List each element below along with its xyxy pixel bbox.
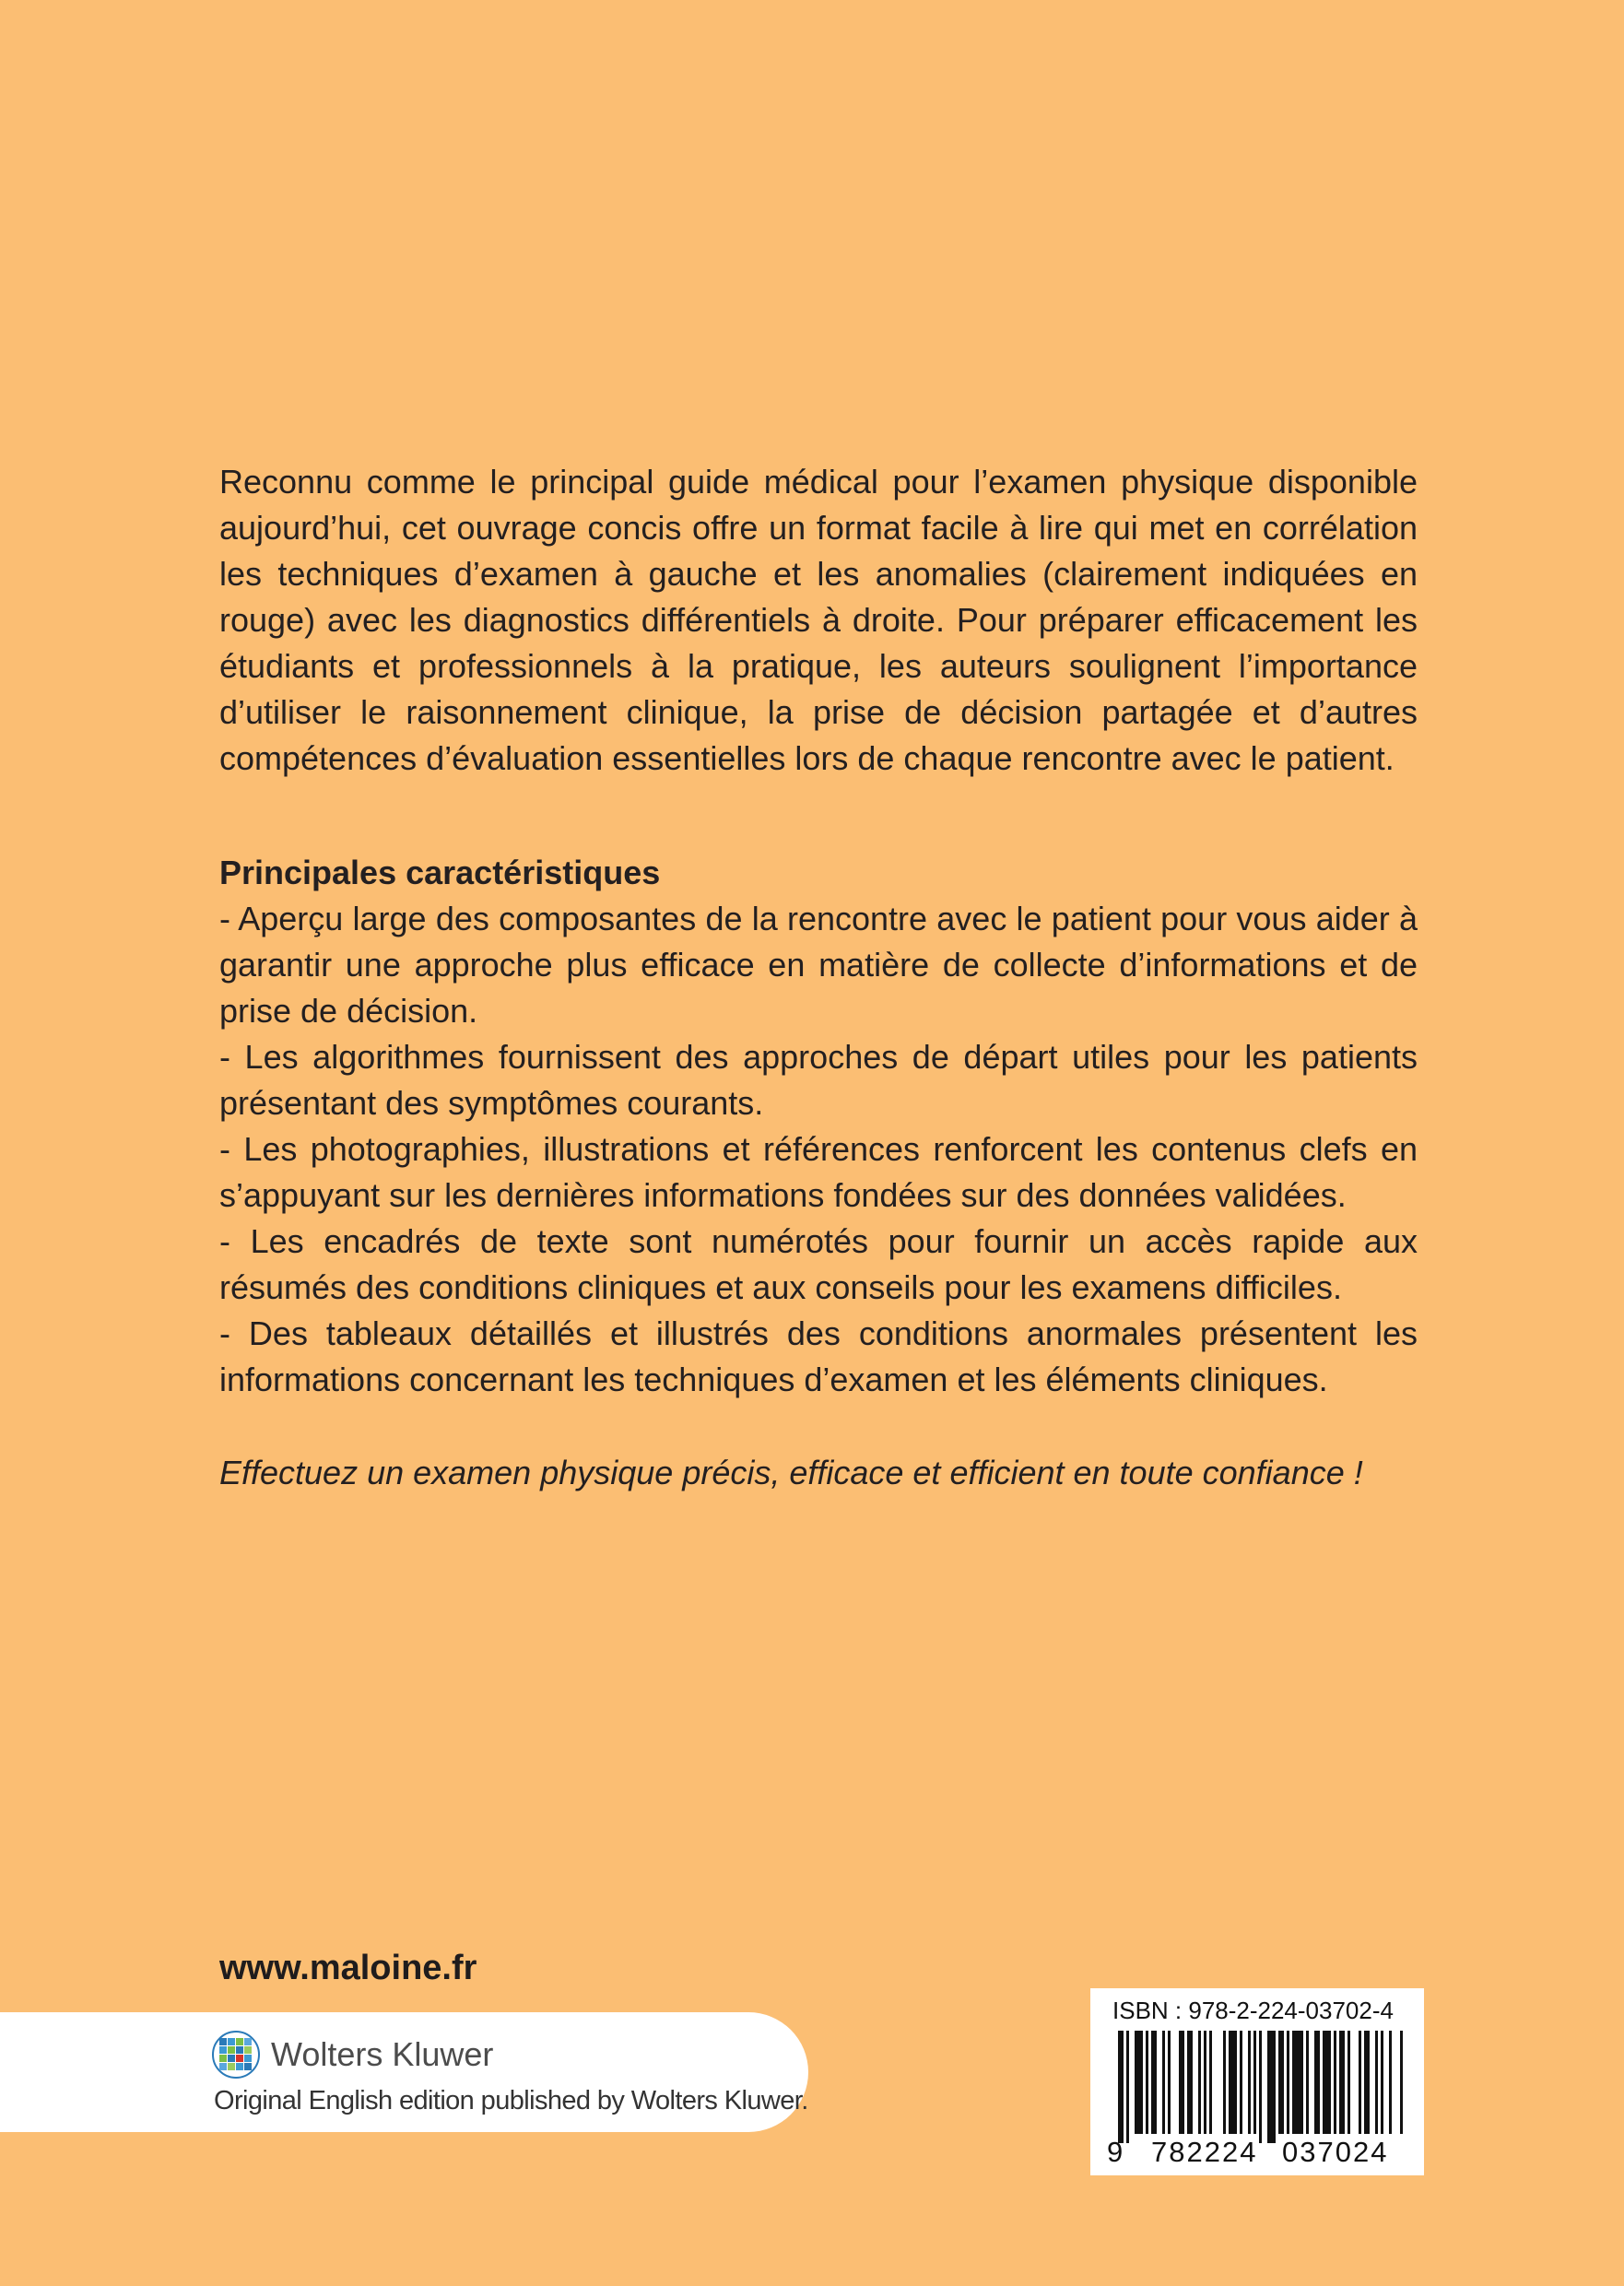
barcode-bar <box>1364 2031 1370 2134</box>
barcode-bar <box>1323 2031 1331 2134</box>
barcode-bar <box>1168 2031 1171 2134</box>
barcode-bar <box>1179 2031 1184 2134</box>
barcode-digits-right: 037024 <box>1282 2136 1389 2168</box>
barcode-bar <box>1306 2031 1309 2134</box>
barcode-bar <box>1314 2031 1320 2134</box>
feature-item: - Des tableaux détaillés et illustrés des conditions anormales présentent les informations concernant les techniques d’examen et les éléments cliniques. <box>219 1314 1418 1398</box>
features-heading: Principales caractéristiques <box>219 854 661 891</box>
intro-paragraph: Reconnu comme le principal guide médical pour l’examen physique disponible aujourd’hui, cet ouvrage concis offre un format facile à lire qui met en corrélation les techniques d’examen à gauche et les anomalies (clairement indiquées en rouge) avec les diagnostics différentiels à droite. Pour préparer efficacement les étudiants et professionnels à la pratique, les auteurs soulignent l’importance d’utiliser le raisonnement clinique, la prise de décision partagée et d’autres compétences d’évaluation essentielles lors de chaque rencontre avec le patient. <box>219 463 1418 777</box>
barcode-bar <box>1248 2031 1251 2134</box>
isbn-label: ISBN : 978-2-224-03702-4 <box>1112 1997 1394 2024</box>
barcode-bar <box>1287 2031 1289 2134</box>
barcode-bar <box>1209 2031 1212 2134</box>
feature-item: - Les photographies, illustrations et références renforcent les contenus clefs en s’appuyant sur les dernières informations fondées sur des données validées. <box>219 1130 1418 1214</box>
barcode-bar <box>1278 2031 1284 2134</box>
edition-note: Original English edition published by Wolters Kluwer. <box>214 2086 808 2115</box>
isbn-barcode <box>1090 1988 1424 2175</box>
barcode-bar <box>1162 2031 1165 2134</box>
feature-item: - Les encadrés de texte sont numérotés pour fournir un accès rapide aux résumés des conditions cliniques et aux conseils pour les examens difficiles. <box>219 1222 1418 1306</box>
wolters-kluwer-mosaic-icon <box>212 2031 260 2079</box>
barcode-bar <box>1229 2031 1237 2134</box>
barcode-bar <box>1400 2031 1403 2134</box>
barcode-bar <box>1151 2031 1157 2134</box>
barcode-bar <box>1204 2031 1206 2134</box>
feature-item: - Les algorithmes fournissent des approches de départ utiles pour les patients présentant des symptômes courants. <box>219 1038 1418 1122</box>
publisher-band <box>0 2012 808 2132</box>
barcode-bar <box>1359 2031 1361 2134</box>
barcode-bar <box>1146 2031 1148 2134</box>
barcode-bar <box>1253 2031 1256 2134</box>
barcode-bar <box>1375 2031 1378 2134</box>
barcode-bar <box>1240 2031 1242 2134</box>
barcode-bar <box>1223 2031 1226 2134</box>
feature-item: - Aperçu large des composantes de la rencontre avec le patient pour vous aider à garantir une approche plus efficace en matière de collecte d’informations et de prise de décision. <box>219 900 1418 1030</box>
features-list <box>219 896 1418 1403</box>
tagline: Effectuez un examen physique précis, efficace et efficient en toute confiance ! <box>219 1454 1363 1491</box>
barcode-digit-first: 9 <box>1107 2136 1124 2168</box>
barcode-bar <box>1389 2031 1392 2134</box>
publisher-website: www.maloine.fr <box>219 1949 477 1987</box>
barcode-bar <box>1267 2031 1276 2143</box>
barcode-digits-left: 782224 <box>1151 2136 1258 2168</box>
barcode-bar <box>1187 2031 1193 2134</box>
barcode-bar <box>1381 2031 1383 2134</box>
barcode-bar <box>1126 2031 1129 2143</box>
barcode-bar <box>1334 2031 1336 2134</box>
barcode-bar <box>1292 2031 1303 2134</box>
barcode-bar <box>1118 2031 1124 2143</box>
barcode-bar <box>1198 2031 1201 2134</box>
barcode-bar <box>1135 2031 1143 2134</box>
barcode-bar <box>1259 2031 1262 2143</box>
publisher-name: Wolters Kluwer <box>271 2035 494 2073</box>
barcode-bar <box>1347 2031 1350 2134</box>
barcode-bar <box>1339 2031 1345 2134</box>
